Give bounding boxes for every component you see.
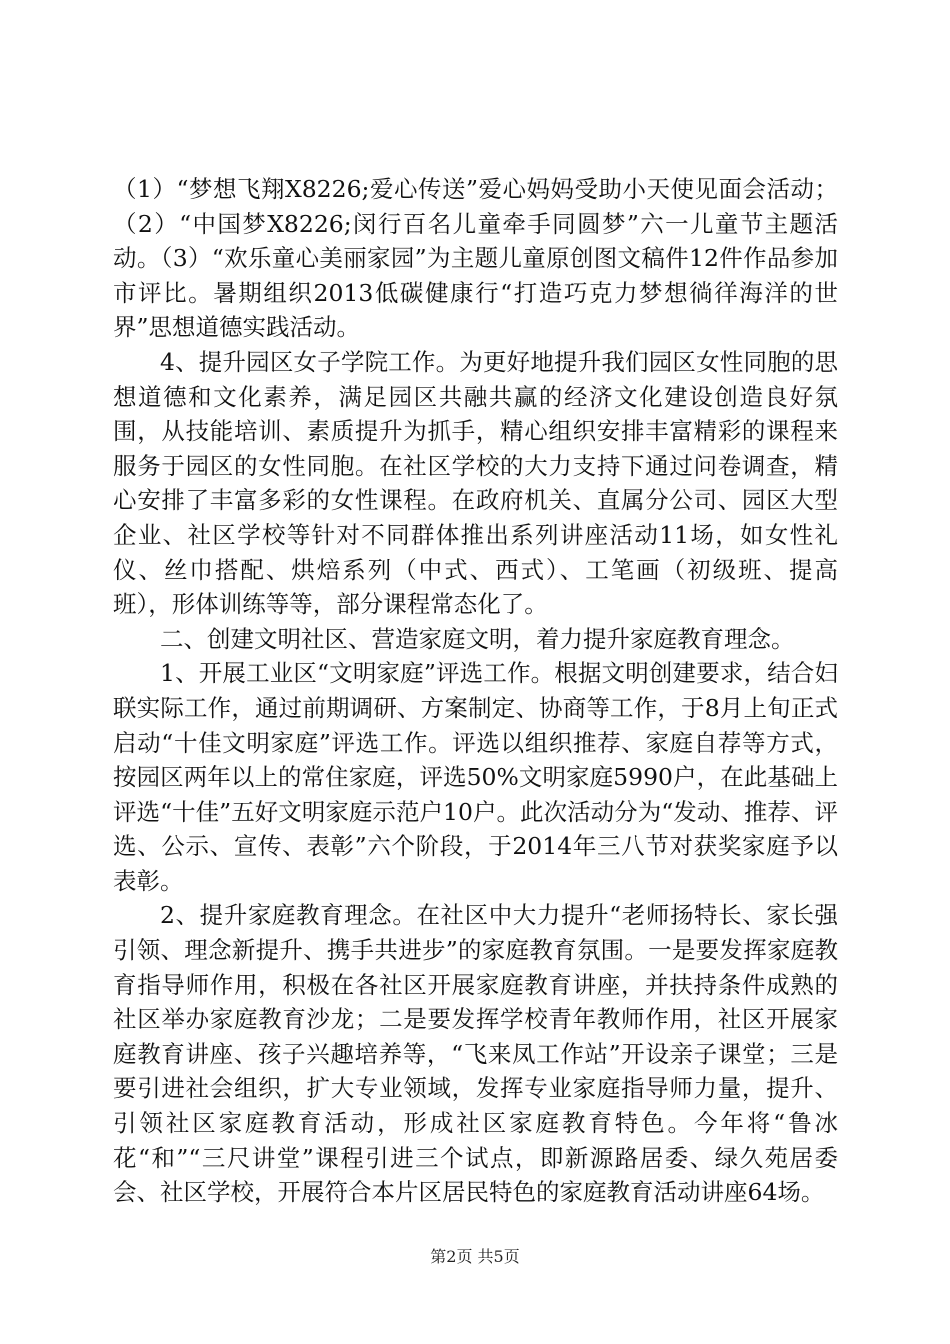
document-body [113, 172, 838, 1210]
section-heading-civilized-community: 二、创建文明社区、营造家庭文明，着力提升家庭教育理念。 [160, 624, 795, 653]
paragraph-womens-college: 4、提升园区女子学院工作。为更好地提升我们园区女性同胞的思想道德和文化素养，满足园区共融共赢的经济文化建设创造良好氛围，从技能培训、素质提升为抓手，精心组织安排丰富精彩的课程来服务于园区的女性同胞。在社区学校的大力支持下通过问卷调查，精心安排了丰富多彩的女性课程。在政府机关、直属分公司、园区大型企业、社区学校等针对不同群体推出系列讲座活动11场，如女性礼仪、丝巾搭配、烘焙系列（中式、西式）、工笔画（初级班、提高班），形体训练等等，部分课程常态化了。 [113, 347, 838, 619]
paragraph-children-activities: （1）“梦想飞翔X8226;爱心传送”爱心妈妈受助小天使见面会活动；（2）“中国梦X8226;闵行百名儿童牵手同圆梦”六一儿童节主题活动。（3）“欢乐童心美丽家园”为主题儿童原创图文稿件12件作品参加市评比。暑期组织2013低碳健康行“打造巧克力梦想徜徉海洋的世界”思想道德实践活动。 [113, 175, 838, 342]
paragraph-family-education: 2、提升家庭教育理念。在社区中大力提升“老师扬特长、家长强引领、理念新提升、携手共进步”的家庭教育氛围。一是要发挥家庭教育指导师作用，积极在各社区开展家庭教育讲座，并扶持条件成熟的社区举办家庭教育沙龙；二是要发挥学校青年教师作用，社区开展家庭教育讲座、孩子兴趣培养等，“飞来凤工作站”开设亲子课堂；三是要引进社会组织，扩大专业领域，发挥专业家庭指导师力量，提升、引领社区家庭教育活动，形成社区家庭教育特色。今年将“鲁冰花“和”“三尺讲堂”课程引进三个试点，即新源路居委、绿久苑居委会、社区学校，开展符合本片区居民特色的家庭教育活动讲座64场。 [113, 901, 838, 1207]
page-footer: 第2页 共5页 [430, 1247, 520, 1266]
paragraph-civilized-family-selection: 1、开展工业区“文明家庭”评选工作。根据文明创建要求，结合妇联实际工作，通过前期调研、方案制定、协商等工作，于8月上旬正式启动“十佳文明家庭”评选工作。评选以组织推荐、家庭自荐等方式，按园区两年以上的常住家庭，评选50%文明家庭5990户，在此基础上评选“十佳”五好文明家庭示范户10户。此次活动分为“发动、推荐、评选、公示、宣传、表彰”六个阶段，于2014年三八节对获奖家庭予以表彰。 [113, 659, 838, 895]
